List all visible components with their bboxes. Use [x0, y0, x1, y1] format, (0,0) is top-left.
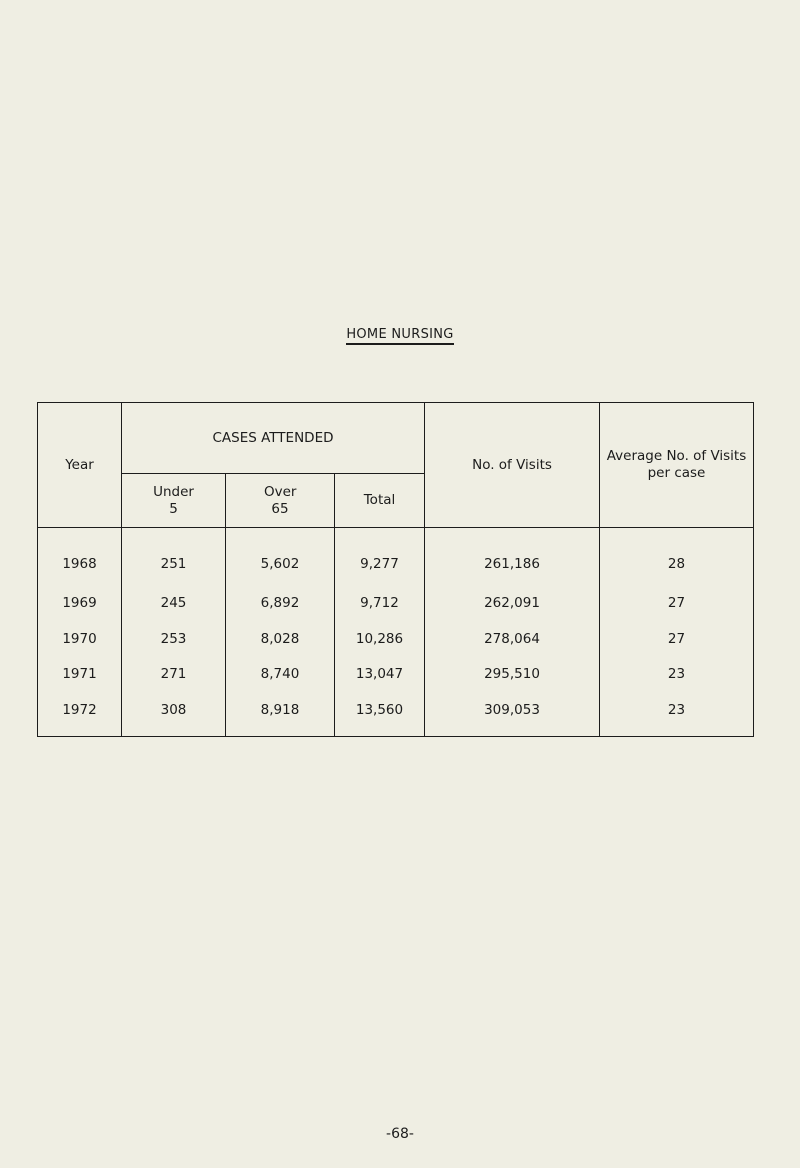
- page-title-text: HOME NURSING: [346, 327, 453, 345]
- header-cases-attended: CASES ATTENDED: [122, 403, 425, 474]
- cell-average: 23: [600, 692, 754, 736]
- cell-over65: 5,602: [226, 528, 335, 586]
- cell-over65: 8,028: [226, 621, 335, 657]
- page-number: -68-: [386, 1126, 414, 1142]
- cell-visits: 295,510: [425, 657, 600, 693]
- cell-under5: 308: [122, 692, 226, 736]
- header-over65: Over 65: [226, 474, 335, 528]
- cell-visits: 261,186: [425, 528, 600, 586]
- cell-year: 1972: [38, 692, 122, 736]
- cell-year: 1970: [38, 621, 122, 657]
- table-row: [38, 692, 754, 736]
- cell-total: 13,047: [335, 657, 425, 693]
- header-visits: No. of Visits: [425, 403, 600, 528]
- table-row: [38, 621, 754, 657]
- cell-under5: 271: [122, 657, 226, 693]
- page-title: [0, 327, 800, 342]
- header-row-top: [38, 403, 754, 474]
- table-row: [38, 657, 754, 693]
- cell-over65: 6,892: [226, 585, 335, 621]
- cell-average: 28: [600, 528, 754, 586]
- cell-year: 1971: [38, 657, 122, 693]
- cell-total: 13,560: [335, 692, 425, 736]
- cell-visits: 309,053: [425, 692, 600, 736]
- header-year: Year: [38, 403, 122, 528]
- table-row: [38, 528, 754, 586]
- cell-total: 10,286: [335, 621, 425, 657]
- table-row: [38, 585, 754, 621]
- cell-total: 9,712: [335, 585, 425, 621]
- cell-average: 23: [600, 657, 754, 693]
- cell-visits: 262,091: [425, 585, 600, 621]
- cell-under5: 245: [122, 585, 226, 621]
- cell-average: 27: [600, 585, 754, 621]
- cell-total: 9,277: [335, 528, 425, 586]
- home-nursing-table: [37, 402, 754, 737]
- cell-under5: 253: [122, 621, 226, 657]
- cell-visits: 278,064: [425, 621, 600, 657]
- cell-under5: 251: [122, 528, 226, 586]
- cell-over65: 8,918: [226, 692, 335, 736]
- header-under5: Under 5: [122, 474, 226, 528]
- header-total: Total: [335, 474, 425, 528]
- cell-year: 1969: [38, 585, 122, 621]
- cell-year: 1968: [38, 528, 122, 586]
- header-average: Average No. of Visits per case: [600, 403, 754, 528]
- cell-over65: 8,740: [226, 657, 335, 693]
- cell-average: 27: [600, 621, 754, 657]
